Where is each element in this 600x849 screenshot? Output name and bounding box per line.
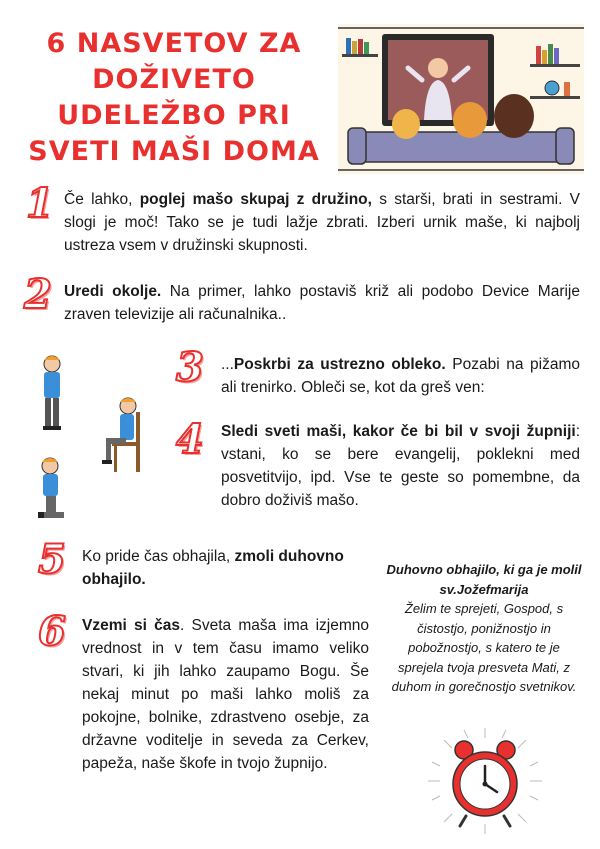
tip-number-3: 3: [176, 344, 204, 391]
title-line: UDELEŽBO PRI: [57, 100, 291, 131]
tip-3-text: ...Poskrbi za ustrezno obleko. Pozabi na pižamo ali trenirko. Obleči se, kot da greš ven:: [221, 356, 580, 396]
tip-5-text: Ko pride čas obhajila, zmoli duhovno obhajilo.: [82, 548, 344, 588]
page-title: [14, 26, 334, 170]
tip-number-6: 6: [38, 608, 66, 655]
prayer-text: Želim te sprejeti, Gospod, s čistostjo, ponižnostjo in pobožnostjo, s katero te je sprejela tvoja presveta Mati, z duhom in gorečnostjo svetnikov.: [391, 601, 577, 694]
tip-6-text: Vzemi si čas. Sveta maša ima izjemno vrednost in v tem času imamo veliko stvari, ki jih lahko zaupamo Bogu. Še nekaj minut po maši lahko moliš za pokojne, bolnike, zdrastveno osebje, za državne voditelje in seveda za Cerkev, papeža, naše škofe in tvojo župnijo.: [82, 617, 369, 772]
tip-2-text: Uredi okolje. Na primer, lahko postaviš križ ali podobo Device Marije zraven televizije ali računalnika..: [64, 283, 580, 323]
tip-number-4: 4: [176, 416, 204, 463]
prayer-box: [384, 560, 584, 697]
tip-1-text: Če lahko, poglej mašo skupaj z družino, s starši, brati in sestrami. V slogi je moč! Tako se je tudi lažje zbrati. Izberi urnik maše, ki najbolj ustreza vsem v družinski skupnosti.: [64, 191, 580, 254]
tip-number-2: 2: [24, 271, 52, 318]
title-line: DOŽIVETO: [92, 64, 256, 95]
prayer-heading: Duhovno obhajilo, ki ga je molil sv.Jožefmarija: [386, 562, 582, 597]
tip-number-1: 1: [26, 180, 54, 227]
alarm-clock-icon: [424, 726, 546, 836]
tip-4-text: Sledi sveti maši, kakor če bi bil v svoji župniji: vstani, ko se bere evangelij, poklekni med posvetitvijo, ipd. Vse te geste so pomembne, da dobro doživiš mašo.: [221, 423, 580, 509]
tip-number-5: 5: [38, 536, 66, 583]
title-line: SVETI MAŠI DOMA: [28, 136, 320, 167]
children-posture-illustration: [32, 352, 156, 528]
family-watching-tv-illustration: [338, 24, 584, 174]
title-line: 6 NASVETOV ZA: [46, 28, 302, 59]
